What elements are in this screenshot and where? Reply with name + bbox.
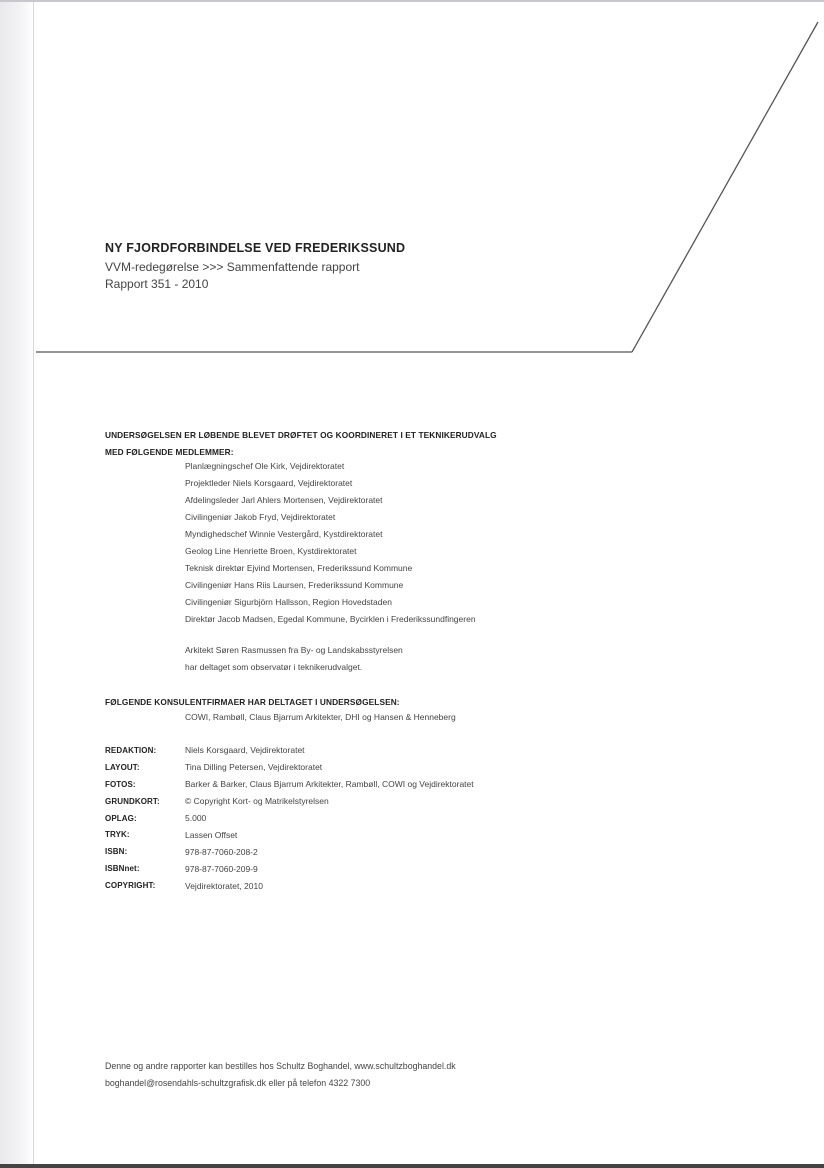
committee-member: Direktør Jacob Madsen, Egedal Kommune, Bycirklen i Frederikssundfingeren — [185, 614, 476, 624]
report-subtitle: VVM-redegørelse >>> Sammenfattende rapport — [105, 260, 360, 274]
committee-member: Myndighedschef Winnie Vestergård, Kystdirektoratet — [185, 529, 383, 539]
consultants-list: COWI, Rambøll, Claus Bjarrum Arkitekter, DHI og Hansen & Henneberg — [185, 712, 456, 722]
committee-member: Civilingeniør Jakob Fryd, Vejdirektoratet — [185, 512, 336, 522]
credits-table — [105, 742, 474, 894]
committee-heading-line2: MED FØLGENDE MEDLEMMER: — [105, 447, 234, 457]
credit-row — [105, 742, 474, 759]
credit-label: REDAKTION: — [105, 745, 157, 755]
observer-note-line2: har deltaget som observatør i teknikerudvalget. — [185, 662, 363, 672]
credit-row — [105, 776, 474, 793]
committee-member: Planlægningschef Ole Kirk, Vejdirektoratet — [185, 461, 345, 471]
credit-row — [105, 843, 474, 860]
credit-label: ISBNnet: — [105, 864, 140, 874]
report-number: Rapport 351 - 2010 — [105, 277, 209, 291]
cover-flap-diagonal-line — [632, 22, 818, 352]
committee-member: Geolog Line Henriette Broen, Kystdirektoratet — [185, 546, 357, 556]
credit-label: TRYK: — [105, 830, 130, 840]
credit-value: Lassen Offset — [185, 829, 238, 840]
credit-label: OPLAG: — [105, 813, 137, 823]
committee-member: Civilingeniør Sigurbjörn Hallsson, Region Hovedstaden — [185, 597, 392, 607]
committee-member: Afdelingsleder Jarl Ahlers Mortensen, Vejdirektoratet — [185, 495, 383, 505]
credit-row — [105, 810, 474, 827]
credit-value: Niels Korsgaard, Vejdirektoratet — [185, 745, 305, 756]
credit-row — [105, 759, 474, 776]
credit-label: GRUNDKORT: — [105, 796, 160, 806]
committee-member-list — [185, 458, 476, 628]
credit-row — [105, 877, 474, 894]
committee-member: Teknisk direktør Ejvind Mortensen, Frederikssund Kommune — [185, 563, 413, 573]
credit-label: FOTOS: — [105, 779, 136, 789]
report-title: NY FJORDFORBINDELSE VED FREDERIKSSUND — [105, 241, 406, 255]
credit-value: Barker & Barker, Claus Bjarrum Arkitekter, Rambøll, COWI og Vejdirektoratet — [185, 779, 474, 790]
credit-value: Vejdirektoratet, 2010 — [185, 880, 263, 891]
credit-value: 978-87-7060-208-2 — [185, 846, 258, 857]
committee-heading-line1: UNDERSØGELSEN ER LØBENDE BLEVET DRØFTET OG KOORDINERET I ET TEKNIKERUDVALG — [105, 430, 497, 440]
consultants-heading: FØLGENDE KONSULENTFIRMAER HAR DELTAGET I UNDERSØGELSEN: — [105, 697, 400, 707]
credit-value: 5.000 — [185, 813, 207, 823]
observer-note-line1: Arkitekt Søren Rasmussen fra By- og Landskabsstyrelsen — [185, 645, 403, 655]
committee-member: Civilingeniør Hans Riis Laursen, Frederikssund Kommune — [185, 580, 404, 590]
credit-row — [105, 826, 474, 843]
credit-row — [105, 860, 474, 877]
credit-label: ISBN: — [105, 847, 128, 857]
credit-value: 978-87-7060-209-9 — [185, 863, 258, 874]
credit-value: © Copyright Kort- og Matrikelstyrelsen — [185, 796, 329, 807]
credit-row — [105, 793, 474, 810]
ordering-info-line1: Denne og andre rapporter kan bestilles hos Schultz Boghandel, www.schultzboghandel.dk — [105, 1061, 456, 1071]
committee-member: Projektleder Niels Korsgaard, Vejdirektoratet — [185, 478, 353, 488]
bottom-edge-bar — [0, 1164, 824, 1168]
ordering-info-line2: boghandel@rosendahls-schultzgrafisk.dk eller på telefon 4322 7300 — [105, 1078, 371, 1088]
credit-label: LAYOUT: — [105, 762, 140, 772]
credit-label: COPYRIGHT: — [105, 881, 156, 891]
credit-value: Tina Dilling Petersen, Vejdirektoratet — [185, 762, 323, 773]
